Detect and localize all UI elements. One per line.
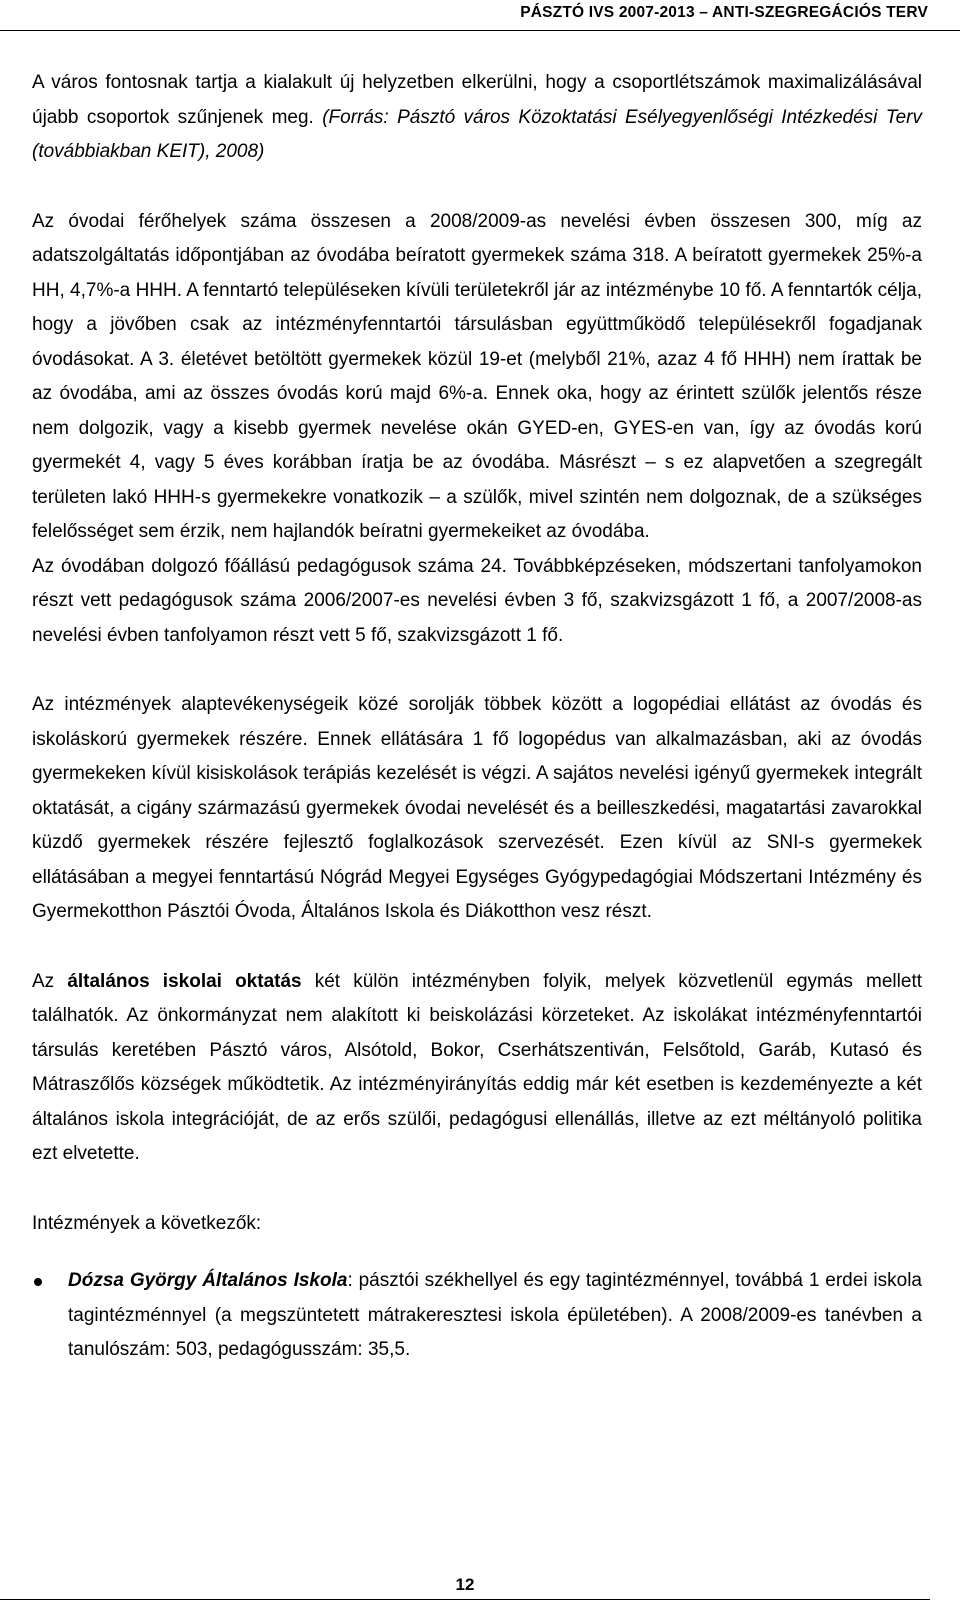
footer-divider (0, 1599, 930, 1600)
page-header-title: PÁSZTÓ IVS 2007-2013 – ANTI-SZEGREGÁCIÓS TERV (520, 4, 928, 21)
paragraph-teachers: Az óvodában dolgozó főállású pedagógusok száma 24. Továbbképzéseken, módszertani tanfolyamokon részt vett pedagógusok száma 2006/2007-es nevelési évben 3 fő, szakvizsgázott 1 fő, a 2007/2008-as nevelési évben tanfolyamon részt vett 5 fő, szakvizsgázott 1 fő. (32, 555, 922, 646)
source-citation: (Forrás: Pásztó város Közoktatási Esélyegyenlőségi Intézkedési Terv (továbbiakban KEIT), 2008) (32, 106, 923, 162)
paragraph-text: A város fontosnak tartja a kialakult új helyzetben elkerülni, hogy a csoportlétszámok maximalizálásával újabb csoportok szűnjenek meg. (32, 72, 922, 128)
bullet-icon (34, 1278, 42, 1286)
document-body (32, 66, 922, 1368)
institution-description: : pásztói székhellyel és egy tagintézménnyel, továbbá 1 erdei iskola tagintézménnyel (a megszüntetett mátrakeresztesi iskola épületében). A 2008/2009-es tanévben a tanulószám: 503, pedagógusszám: 35,5. (68, 1270, 922, 1360)
paragraph-group-size (32, 66, 922, 170)
institution-name: Dózsa György Általános Iskola (68, 1270, 348, 1291)
list-item (32, 1264, 922, 1368)
paragraph-text: két külön intézményben folyik, melyek közvetlenül egymás mellett találhatók. Az önkormányzat nem alakított ki beiskolázási körzeteket. Az iskolákat intézményfenntartói társulás keretében Pásztó város, Alsótold, Bokor, Cserhátszentiván, Felsőtold, Garáb, Kutasó és Mátraszőlős községek működtetik. Az intézményirányítás eddig már két esetben is kezdeményezte a két általános iskola integrációját, de az erős szülői, pedagógusi ellenállás, illetve az ezt méltányoló politika ezt elvetette. (32, 970, 923, 1164)
header-divider (0, 30, 960, 31)
paragraph-institutions-intro: Intézmények a következők: (32, 1212, 262, 1234)
page-number: 12 (455, 1575, 475, 1594)
institution-list (32, 1264, 922, 1368)
bold-term: általános iskolai oktatás (67, 970, 302, 992)
paragraph-kindergarten-capacity: Az óvodai férőhelyek száma összesen a 2008/2009-as nevelési évben összesen 300, míg az adatszolgáltatás időpontjában az óvodába beíratott gyermekek száma 318. A beíratott gyermekek 25%-a HH, 4,7%-a HHH. A fenntartó településeken kívüli területekről jár az intézménybe 10 fő. A fenntartók célja, hogy a jövőben csak az intézményfenntartói társulásban együttműködő településekről fogadjanak óvodásokat. A 3. életévet betöltött gyermekek közül 19-et (melyből 21%, azaz 4 fő HHH) nem írattak be az óvodába, ami az összes óvodás korú majd 6%-a. Ennek oka, hogy az érintett szülők jelentős része nem dolgozik, vagy a kisebb gyermek nevelése okán GYED-en, GYES-en van, így az óvodás korú gyermekét 4, vagy 5 éves korábban íratja be az óvodába. Másrészt – s ez alapvetően a szegregált területen lakó HHH-s gyermekekre vonatkozik – a szülők, mivel szintén nem dolgoznak, de a szükséges felelősséget sem érzik, nem hajlandók beíratni gyermekeiket az óvodába. (32, 210, 922, 542)
paragraph-prefix: Az (32, 970, 68, 992)
paragraph-core-activities: Az intézmények alaptevékenységeik közé sorolják többek között a logopédiai ellátást az óvodás és iskoláskorú gyermekek részére. Ennek ellátására 1 fő logopédus van alkalmazásban, aki az óvodás gyermekeken kívül kisiskolások terápiás kezelését is végzi. A sajátos nevelési igényű gyermekek integrált oktatását, a cigány származású gyermekek óvodai nevelését és a beilleszkedési, magatartási zavarokkal küzdő gyermekek részére fejlesztő foglalkozások szervezését. Ezen kívül az SNI-s gyermekek ellátásában a megyei fenntartású Nógrád Megyei Egységes Gyógypedagógiai Módszertani Intézmény és Gyermekotthon Pásztói Óvoda, Általános Iskola és Diákotthon vesz részt. (32, 694, 922, 922)
paragraph-primary-education (32, 965, 922, 1172)
